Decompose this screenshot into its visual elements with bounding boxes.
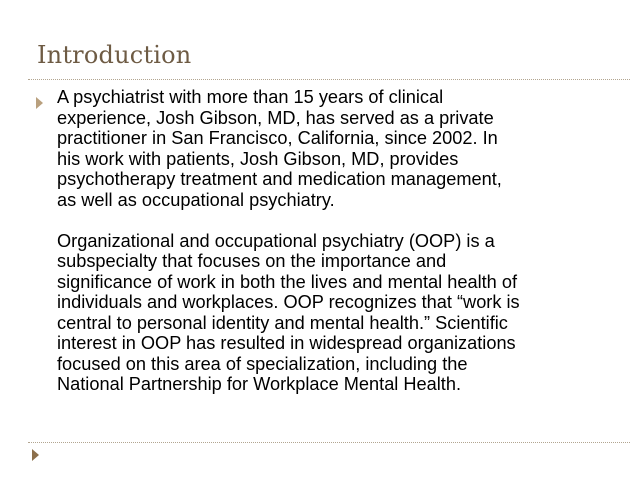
paragraph-line: psychotherapy treatment and medication management, (57, 169, 502, 189)
paragraph-line: experience, Josh Gibson, MD, has served as a private (57, 107, 494, 128)
paragraph-line: Organizational and occupational psychiatry (OOP) is a (57, 230, 495, 251)
triangle-bullet-icon (36, 97, 43, 109)
paragraph-line: as well as occupational psychiatry. (57, 189, 335, 210)
paragraph-line: focused on this area of specialization, including the (57, 353, 468, 374)
paragraph-line: A psychiatrist with more than 15 years of clinical (57, 87, 444, 107)
paragraph-2 (57, 231, 632, 395)
paragraph-line: significance of work in both the lives and mental health of (57, 271, 518, 292)
paragraph-line: individuals and workplaces. OOP recognizes that “work is (57, 292, 520, 312)
paragraph-line: subspecialty that focuses on the importance and (57, 251, 447, 271)
title-divider (28, 79, 630, 80)
paragraph-line: practitioner in San Francisco, California, since 2002. In (57, 128, 498, 148)
triangle-marker-icon (32, 449, 39, 461)
paragraph-1 (57, 87, 632, 210)
footer-divider (28, 442, 630, 443)
paragraph-line: his work with patients, Josh Gibson, MD, provides (57, 148, 459, 169)
slide-title: Introduction (37, 41, 192, 69)
paragraph-line: National Partnership for Workplace Mental Health. (57, 374, 462, 394)
paragraph-line: interest in OOP has resulted in widespread organizations (57, 333, 516, 353)
slide-body (57, 87, 632, 395)
paragraph-line: central to personal identity and mental health.” Scientific (57, 312, 508, 333)
